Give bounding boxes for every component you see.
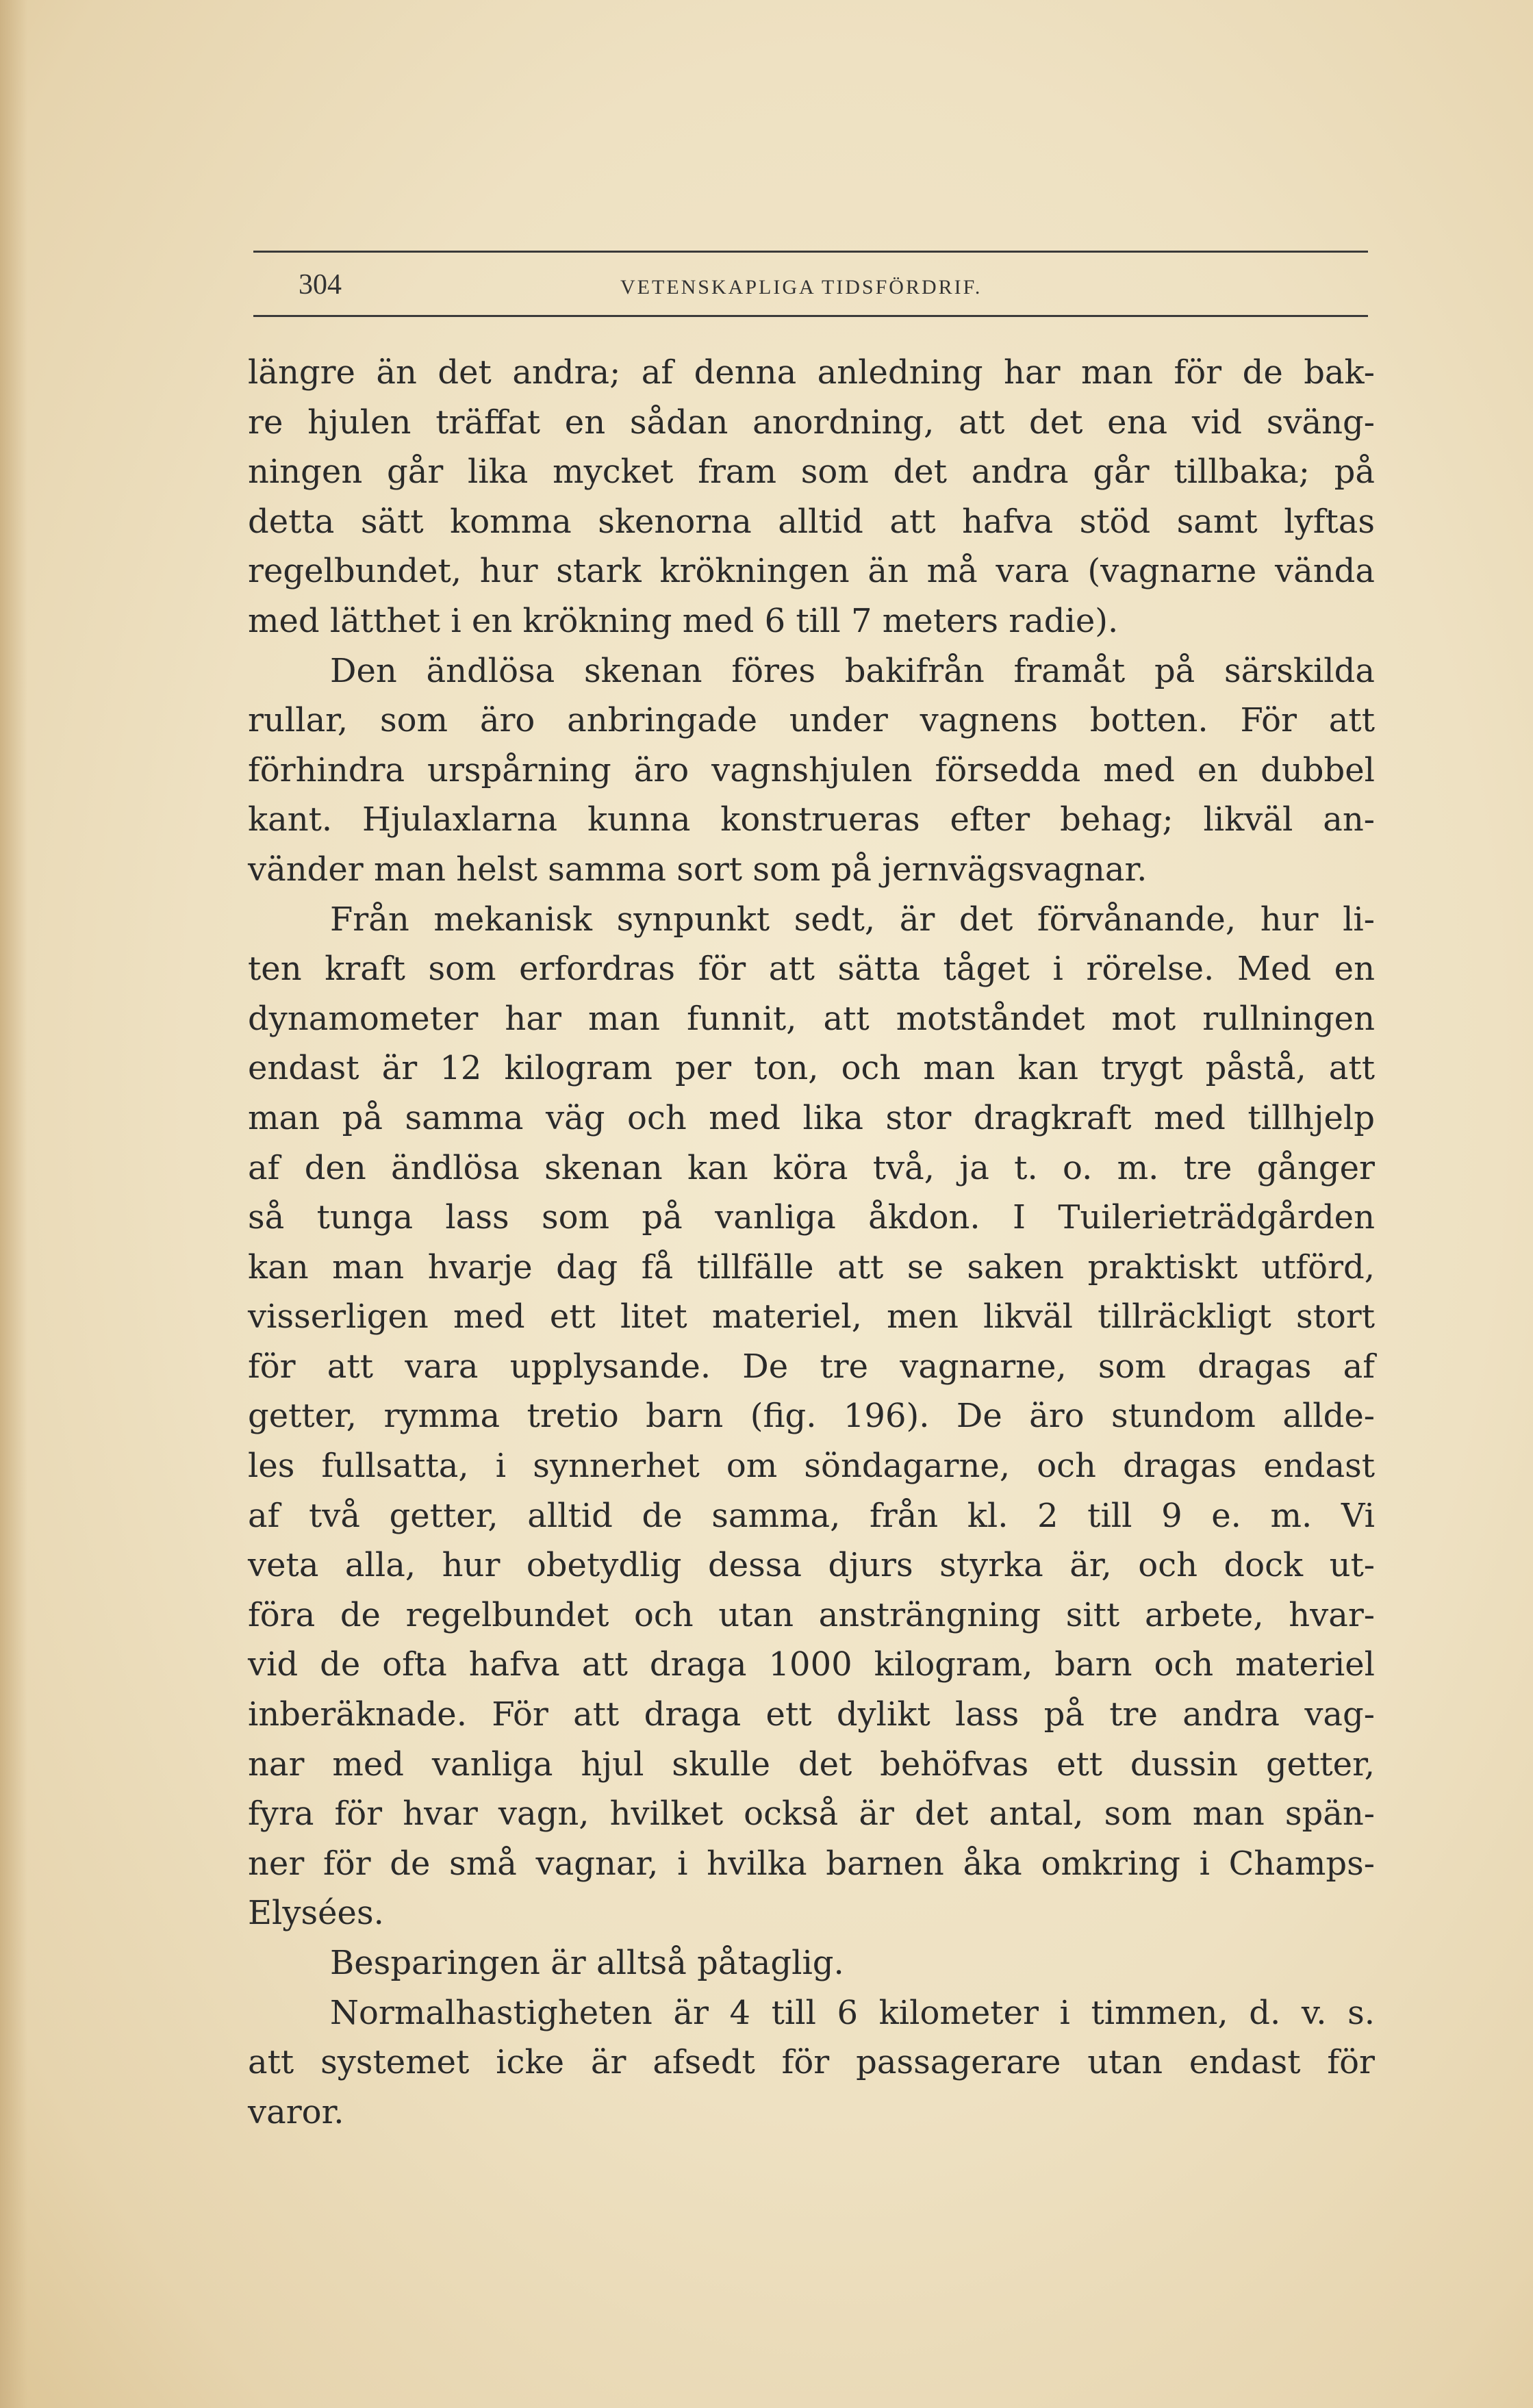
text-line: vid de ofta hafva att draga 1000 kilogram, barn och materiel [248, 1645, 1375, 1684]
text-line: förhindra urspårning äro vagnshjulen försedda med en dubbel [248, 750, 1375, 789]
text-line: kant. Hjulaxlarna kunna konstrueras efter behag; likväl an- [248, 800, 1375, 839]
text-line: detta sätt komma skenorna alltid att hafva stöd samt lyftas [248, 502, 1375, 541]
text-line: med lätthet i en krökning med 6 till 7 meters radie). [248, 601, 1119, 640]
text-line: att systemet icke är afsedt för passagerare utan endast för [248, 2043, 1375, 2082]
text-line: längre än det andra; af denna anledning har man för de bak- [248, 353, 1375, 392]
text-line: re hjulen träffat en sådan anordning, att det ena vid sväng- [248, 403, 1375, 442]
text-line: rullar, som äro anbringade under vagnens botten. För att [248, 701, 1375, 740]
text-line: endast är 12 kilogram per ton, och man kan trygt påstå, att [248, 1049, 1375, 1088]
text-line: man på samma väg och med lika stor dragkraft med tillhjelp [248, 1098, 1375, 1137]
header-rule-top [253, 251, 1368, 253]
text-line: getter, rymma tretio barn (fig. 196). De äro stundom allde- [248, 1397, 1375, 1436]
text-line: så tunga lass som på vanliga åkdon. I Tuilerieträdgården [248, 1198, 1375, 1237]
text-line: fyra för hvar vagn, hvilket också är det antal, som man spän- [248, 1795, 1375, 1834]
text-line: regelbundet, hur stark krökningen än må vara (vagnarne vända [248, 552, 1375, 591]
text-line: visserligen med ett litet materiel, men likväl tillräckligt stort [248, 1297, 1375, 1336]
text-line: Från mekanisk synpunkt sedt, är det förvånande, hur li- [330, 900, 1375, 939]
running-head: VETENSKAPLIGA TIDSFÖRDRIF. [620, 276, 983, 299]
text-line: varor. [248, 2092, 344, 2131]
text-line: veta alla, hur obetydlig dessa djurs styrka är, och dock ut- [248, 1546, 1375, 1585]
page-edge-stain [0, 0, 27, 2408]
text-line: Elysées. [248, 1894, 384, 1933]
page-number: 304 [299, 269, 342, 301]
text-line: föra de regelbundet och utan ansträngning sitt arbete, hvar- [248, 1595, 1375, 1634]
text-line: ningen går lika mycket fram som det andra går tillbaka; på [248, 453, 1375, 492]
text-line: inberäknade. För att draga ett dylikt lass på tre andra vag- [248, 1695, 1375, 1734]
text-line: vänder man helst samma sort som på jernvägsvagnar. [248, 850, 1148, 889]
text-line: ner för de små vagnar, i hvilka barnen åka omkring i Champs- [248, 1844, 1375, 1883]
text-line: Den ändlösa skenan föres bakifrån framåt på särskilda [330, 651, 1375, 690]
text-line: Besparingen är alltså påtaglig. [330, 1944, 844, 1982]
text-line: dynamometer har man funnit, att motståndet mot rullningen [248, 999, 1375, 1038]
text-line: nar med vanliga hjul skulle det behöfvas ett dussin getter, [248, 1745, 1375, 1784]
page-header [253, 251, 1368, 319]
text-line: af två getter, alltid de samma, från kl. 2 till 9 e. m. Vi [248, 1496, 1375, 1535]
body-text [248, 348, 1375, 2137]
text-line: ten kraft som erfordras för att sätta tåget i rörelse. Med en [248, 950, 1375, 989]
text-line: Normalhastigheten är 4 till 6 kilometer i timmen, d. v. s. [330, 1993, 1375, 2032]
text-line: les fullsatta, i synnerhet om söndagarne, och dragas endast [248, 1447, 1375, 1486]
text-line: för att vara upplysande. De tre vagnarne, som dragas af [248, 1347, 1375, 1386]
text-line: kan man hvarje dag få tillfälle att se saken praktiskt utförd, [248, 1247, 1375, 1287]
header-rule-bottom [253, 315, 1368, 317]
text-line: af den ändlösa skenan kan köra två, ja t. o. m. tre gånger [248, 1148, 1375, 1187]
